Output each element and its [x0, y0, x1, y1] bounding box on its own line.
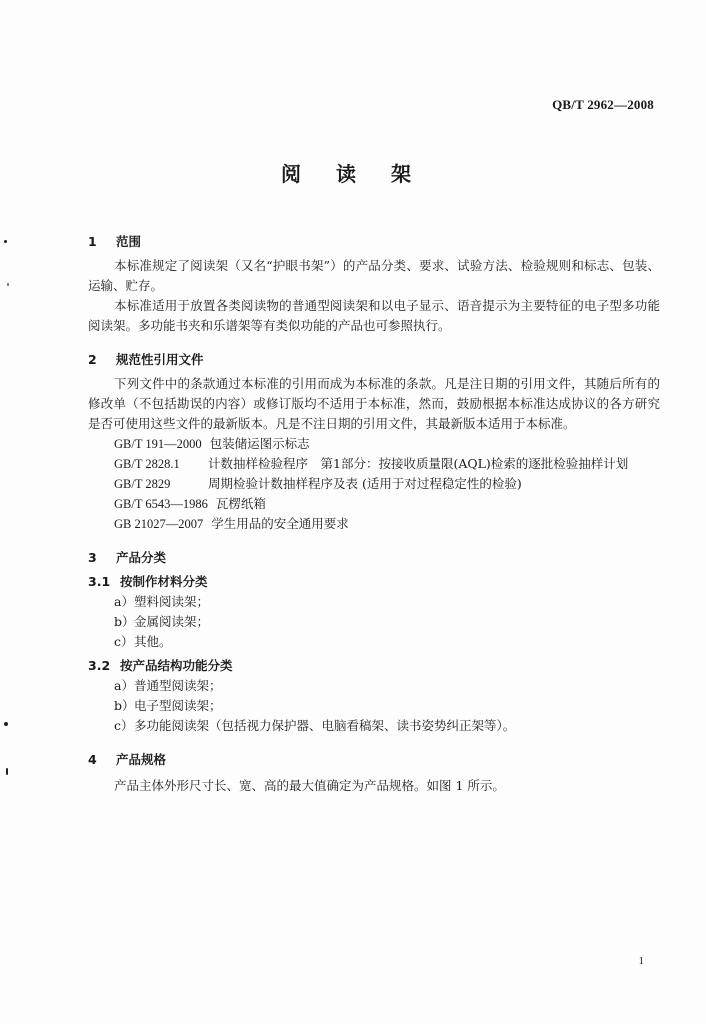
section-1-heading [88, 232, 660, 252]
list-text: 金属阅读架； [134, 614, 210, 629]
reference-item [88, 494, 660, 514]
list-item [88, 592, 660, 612]
list-marker: b） [114, 614, 135, 629]
section-2-heading [88, 350, 660, 370]
subsection-title: 按制作材料分类 [120, 574, 208, 589]
list-marker: c） [114, 718, 134, 733]
list-text: 普通型阅读架； [134, 678, 222, 693]
subsection-3-1-heading [88, 572, 660, 592]
reference-name: 学生用品的安全通用要求 [211, 516, 349, 531]
section-3-heading [88, 548, 660, 568]
section-4-heading [88, 750, 660, 770]
section-4-paragraph-1: 产品主体外形尺寸长、宽、高的最大值确定为产品规格。如图 1 所示。 [114, 778, 505, 793]
scan-speck [4, 240, 7, 243]
list-item [88, 676, 660, 696]
document-body [88, 232, 660, 796]
reference-item [88, 514, 660, 534]
list-marker: b） [114, 698, 135, 713]
section-title: 产品规格 [116, 752, 167, 767]
list-text: 塑料阅读架； [134, 594, 210, 609]
reference-code: GB/T 2828.1 [114, 457, 180, 471]
section-title: 范围 [116, 234, 142, 249]
reference-code: GB 21027—2007 [114, 517, 204, 531]
section-2-paragraph-1: 下列文件中的条款通过本标准的引用而成为本标准的条款。凡是注日期的引用文件，其随后所有的修改单（不包括勘误的内容）或修订版均不适用于本标准，然而，鼓励根据本标准达成协议的各方研究是否可使用这些文件的最新版本。凡是不注日期的引用文件，其最新版本适用于本标准。 [88, 376, 660, 431]
list-marker: a） [114, 594, 134, 609]
page-number: 1 [638, 955, 644, 967]
subsection-number: 3.2 [88, 658, 111, 673]
reference-code: GB/T 191—2000 [114, 437, 202, 451]
list-marker: a） [114, 678, 134, 693]
reference-name: 周期检验计数抽样程序及表 (适用于对过程稳定性的检验) [208, 476, 522, 491]
section-number: 1 [88, 234, 97, 249]
section-number: 4 [88, 752, 97, 767]
reference-item [88, 474, 660, 494]
list-marker: c） [114, 634, 134, 649]
reference-name: 包装储运图示标志 [209, 436, 310, 451]
list-text: 其他。 [134, 634, 172, 649]
section-number: 2 [88, 352, 97, 367]
list-item [88, 632, 660, 652]
list-item [88, 612, 660, 632]
section-1-paragraph-1: 本标准规定了阅读架（又名“护眼书架”）的产品分类、要求、试验方法、检验规则和标志、包装、运输、贮存。 [88, 258, 660, 293]
reference-code: GB/T 2829 [114, 477, 171, 491]
reference-name: 瓦楞纸箱 [215, 496, 266, 511]
list-item [88, 696, 660, 716]
document-title: 阅 读 架 [281, 162, 425, 186]
scan-speck [7, 283, 9, 286]
reference-name: 计数抽样检验程序 第1部分：按接收质量限(AQL)检索的逐批检验抽样计划 [208, 456, 629, 471]
section-1-paragraph-2: 本标准适用于放置各类阅读物的普通型阅读架和以电子显示、语音提示为主要特征的电子型多功能阅读架。多功能书夹和乐谱架等有类似功能的产品也可参照执行。 [88, 298, 660, 333]
subsection-3-2-heading [88, 656, 660, 676]
list-item [88, 716, 660, 736]
reference-code: GB/T 6543—1986 [114, 497, 208, 511]
section-number: 3 [88, 550, 97, 565]
standard-code: QB/T 2962—2008 [552, 97, 654, 112]
section-title: 规范性引用文件 [116, 352, 204, 367]
list-text: 电子型阅读架； [134, 698, 222, 713]
list-text: 多功能阅读架（包括视力保护器、电脑看稿架、读书姿势纠正架等）。 [134, 718, 516, 733]
scan-speck [6, 768, 8, 775]
scan-speck [4, 722, 8, 726]
subsection-number: 3.1 [88, 574, 111, 589]
reference-item [88, 454, 660, 474]
reference-item [88, 434, 660, 454]
section-title: 产品分类 [116, 550, 167, 565]
subsection-title: 按产品结构功能分类 [120, 658, 233, 673]
